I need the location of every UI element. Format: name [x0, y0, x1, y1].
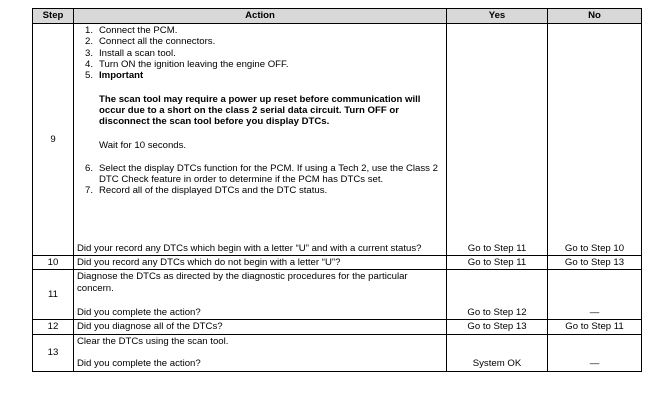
header-yes: Yes [447, 9, 548, 24]
diagnostic-table [32, 8, 642, 372]
action-cell [74, 24, 447, 256]
list-item: 4. Turn ON the ignition leaving the engine OFF. [85, 58, 289, 70]
list-item: 6. Select the display DTCs function for the PCM. If using a Tech 2, use the Class 2 DTC Check feature in order to determine if the PCM has DTCs set. [85, 162, 438, 186]
header-step: Step [33, 9, 74, 24]
action-text: Diagnose the DTCs as directed by the diagnostic procedures for the particular concern. [77, 271, 408, 294]
step-number: 9 [33, 24, 74, 256]
action-text: Clear the DTCs using the scan tool. [77, 335, 229, 347]
no-result: — [548, 270, 642, 320]
step-number: 11 [33, 270, 74, 320]
header-action: Action [74, 9, 447, 24]
wait-instruction: Wait for 10 seconds. [99, 139, 187, 151]
step-question: Did your record any DTCs which begin with a letter “U” and with a current status? [77, 242, 422, 254]
no-result: Go to Step 13 [548, 256, 642, 270]
step-question: Did you record any DTCs which do not begin with a letter “U”? [74, 256, 447, 270]
no-result: Go to Step 11 [548, 320, 642, 334]
yes-result: Go to Step 13 [447, 320, 548, 334]
table-row-step-9 [33, 24, 642, 256]
action-cell [74, 334, 447, 371]
step-number: 12 [33, 320, 74, 334]
table-row-step-12 [33, 320, 642, 334]
step-question: Did you diagnose all of the DTCs? [74, 320, 447, 334]
important-note: The scan tool may require a power up reset before communication will occur due to a short on the class 2 serial data circuit. Turn OFF or disconnect the scan tool before you display DTCs. [99, 93, 421, 128]
step-question: Did you complete the action? [77, 358, 201, 370]
list-item: 1. Connect the PCM. [85, 25, 178, 36]
yes-result: Go to Step 11 [447, 24, 548, 256]
table-row-step-11 [33, 270, 642, 320]
yes-result: Go to Step 11 [447, 256, 548, 270]
list-item: 5. Important [85, 70, 144, 82]
list-item: 7. Record all of the displayed DTCs and the DTC status. [85, 185, 328, 197]
list-item: 3. Install a scan tool. [85, 47, 176, 59]
step-number: 10 [33, 256, 74, 270]
action-cell [74, 270, 447, 320]
yes-result: Go to Step 12 [447, 270, 548, 320]
step-question: Did you complete the action? [77, 307, 201, 318]
list-item: 2. Connect all the connectors. [85, 36, 216, 48]
table-row-step-13 [33, 334, 642, 371]
step-number: 13 [33, 334, 74, 371]
no-result: Go to Step 10 [548, 24, 642, 256]
no-result: — [548, 334, 642, 371]
header-row [33, 9, 642, 24]
instruction-list [77, 25, 443, 82]
header-no: No [548, 9, 642, 24]
instruction-list-continued [77, 163, 443, 197]
table-row-step-10 [33, 256, 642, 270]
yes-result: System OK [447, 334, 548, 371]
